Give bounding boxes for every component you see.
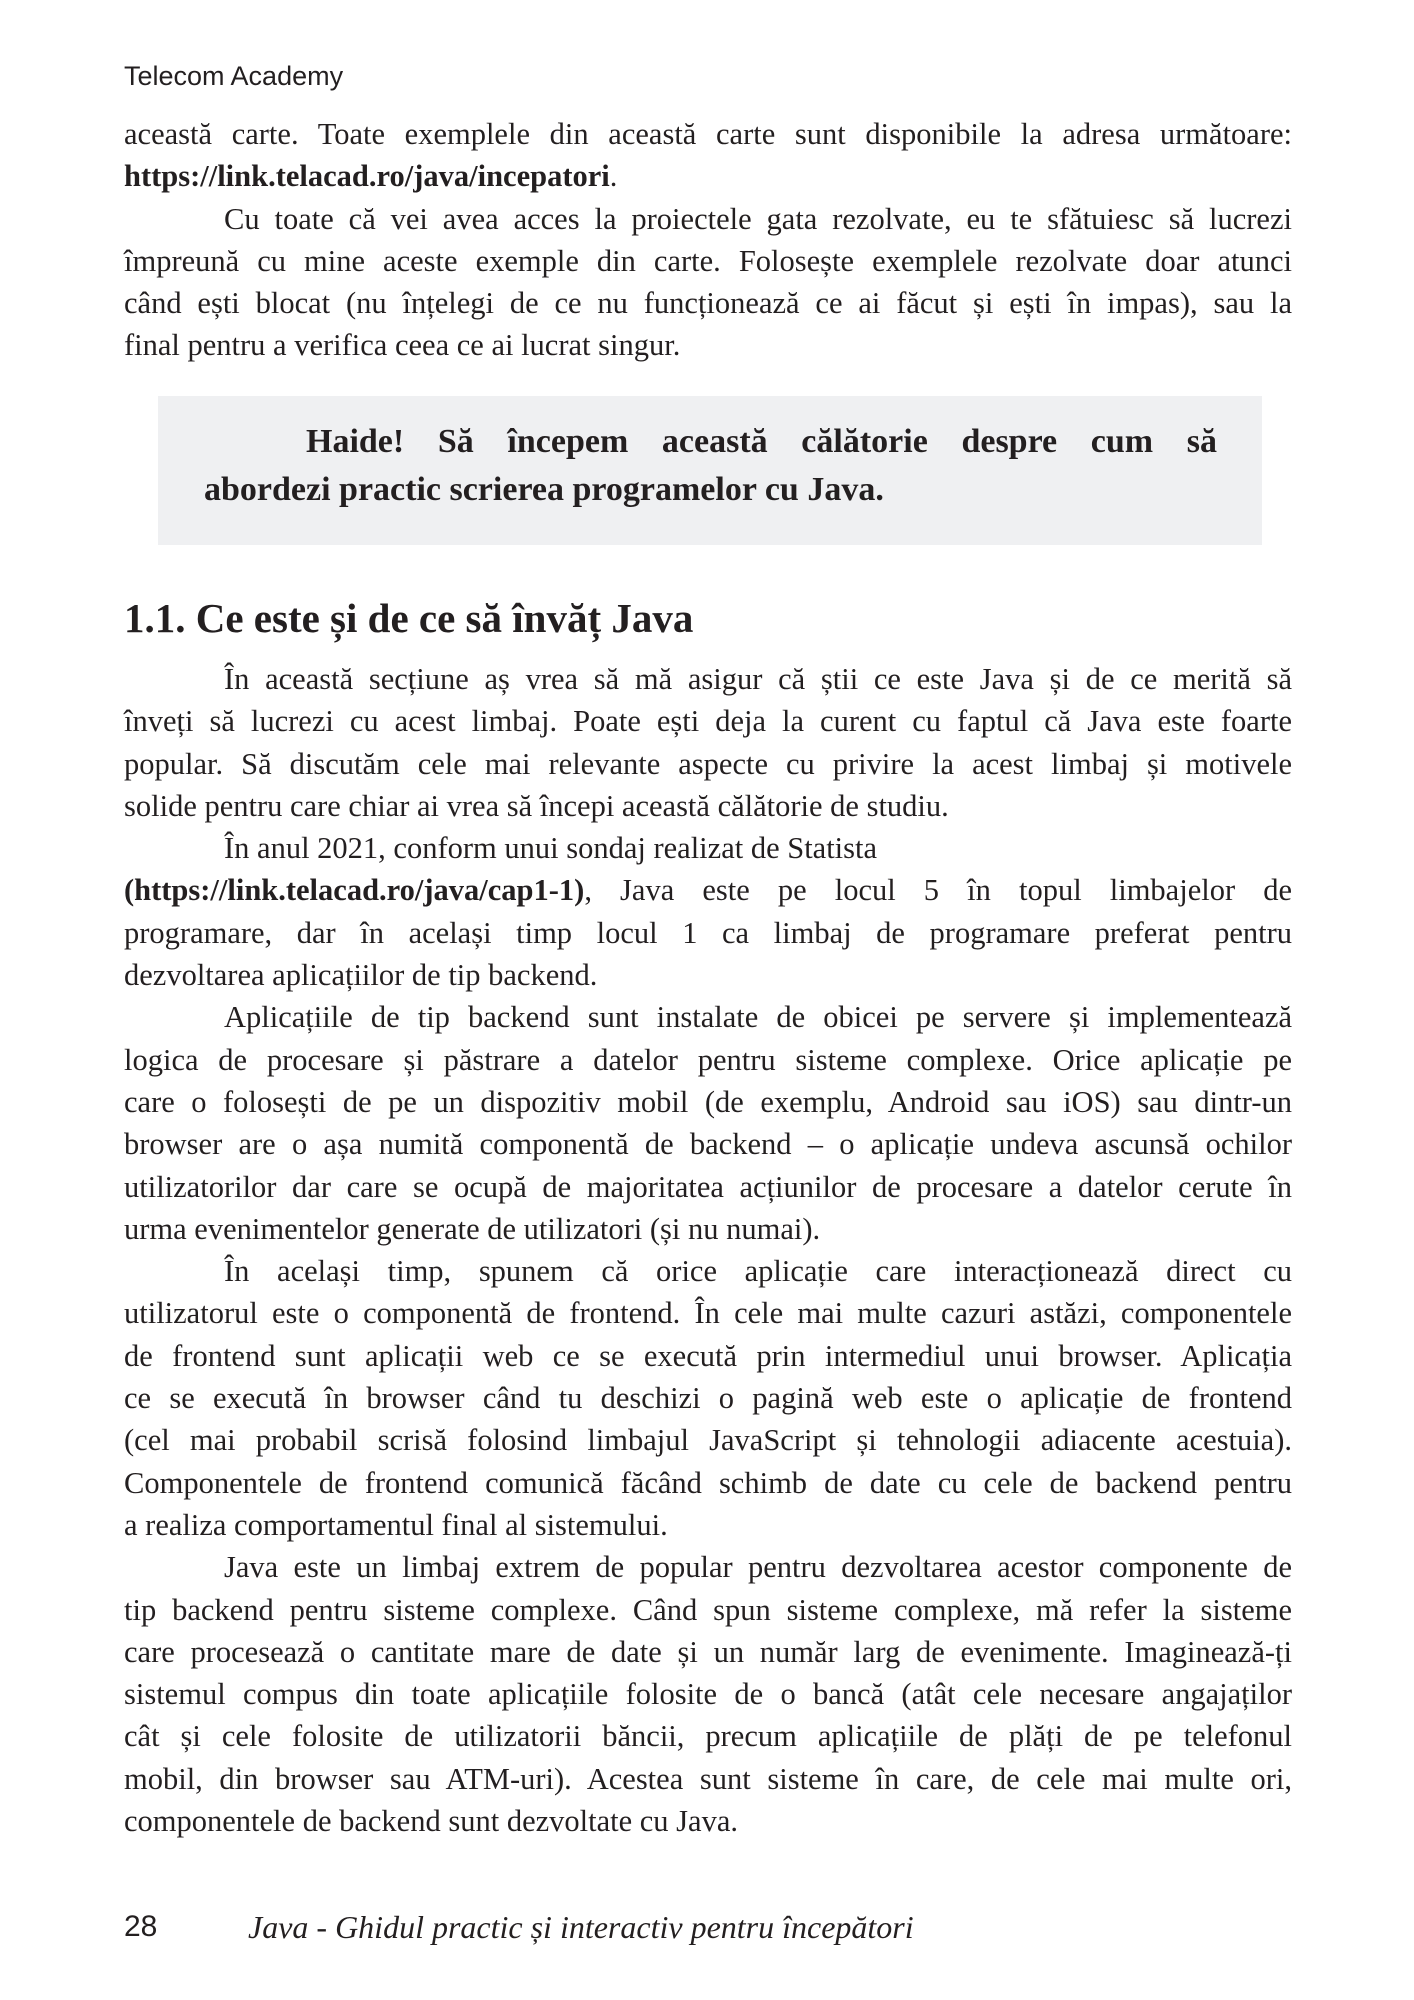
line-text: urma evenimentelor generate de utilizatori (și nu numai).: [124, 1211, 821, 1246]
text-line: [124, 1335, 1292, 1377]
line-text: .: [609, 159, 618, 194]
text-line: [124, 954, 1292, 996]
paragraph: [124, 113, 1292, 198]
text-line: [124, 869, 1292, 911]
line-text: În anul 2021, conform unui sondaj realizat de Statista: [224, 831, 878, 866]
text-line: [124, 1419, 1292, 1461]
text-line: [124, 1123, 1292, 1165]
line-text: cât și cele folosite de utilizatorii băncii, precum aplicațiile de plăți de pe telefonul: [124, 1719, 1292, 1754]
text-line: [124, 1377, 1292, 1419]
paragraph: [124, 827, 1292, 996]
text-line: [124, 1715, 1292, 1757]
text-line: [124, 1800, 1292, 1842]
intro-text: [124, 113, 1292, 367]
link-text: (https://link.telacad.ro/java/cap1-1): [124, 873, 585, 908]
text-line: [124, 1673, 1292, 1715]
text-line: [124, 113, 1292, 155]
text-line: [124, 1039, 1292, 1081]
line-text: În același timp, spunem că orice aplicație care interacționează direct cu: [224, 1254, 1292, 1289]
line-text: Java este un limbaj extrem de popular pentru dezvoltarea acestor componente de: [224, 1550, 1292, 1585]
text-line: [124, 1504, 1292, 1546]
text-line: [124, 1758, 1292, 1800]
text-line: [124, 1462, 1292, 1504]
line-text: , Java este pe locul 5 în topul limbajelor de: [584, 873, 1292, 908]
line-text: utilizatorul este o componentă de frontend. În cele mai multe cazuri astăzi, componentele: [124, 1296, 1292, 1331]
line-text: Cu toate că vei avea acces la proiectele gata rezolvate, eu te sfătuiesc să lucrezi: [224, 201, 1292, 236]
section-heading: 1.1. Ce este și de ce să învăț Java: [124, 595, 694, 641]
line-text: Componentele de frontend comunică făcând schimb de date cu cele de backend pentru: [124, 1465, 1292, 1500]
callout-line: abordezi practic scrierea programelor cu Java.: [204, 471, 884, 508]
text-line: [124, 1631, 1292, 1673]
book-title: Java - Ghidul practic și interactiv pentru începători: [248, 1909, 914, 1945]
line-text: împreună cu mine aceste exemple din carte. Folosește exemplele rezolvate doar atunci: [124, 243, 1292, 278]
line-text: când ești blocat (nu înțelegi de ce nu funcționează ce ai făcut și ești în impas), sau la: [124, 286, 1292, 321]
running-header: Telecom Academy: [124, 61, 344, 91]
line-text: această carte. Toate exemplele din această carte sunt disponibile la adresa următoare:: [124, 117, 1292, 151]
line-text: a realiza comportamentul final al sistemului.: [124, 1507, 668, 1542]
text-line: [124, 324, 1292, 366]
page-number: 28: [124, 1910, 158, 1943]
paragraph: [124, 1250, 1292, 1546]
line-text: ce se execută în browser când tu deschizi o pagină web este o aplicație de frontend: [124, 1381, 1292, 1416]
paragraph: [124, 198, 1292, 367]
text-line: [124, 785, 1292, 827]
line-text: care procesează o cantitate mare de date și un număr larg de evenimente. Imaginează-ți: [124, 1634, 1292, 1669]
line-text: Aplicațiile de tip backend sunt instalate de obicei pe servere și implementează: [224, 1000, 1292, 1035]
line-text: browser are o așa numită componentă de backend – o aplicație undeva ascunsă ochilor: [124, 1127, 1292, 1162]
text-line: [124, 198, 1292, 240]
text-line: [124, 1546, 1292, 1588]
paragraph: [124, 1546, 1292, 1842]
text-line: [124, 155, 1292, 197]
line-text: sistemul compus din toate aplicațiile folosite de o bancă (atât cele necesare angajaților: [124, 1677, 1292, 1712]
line-text: popular. Să discutăm cele mai relevante aspecte cu privire la acest limbaj și motivele: [124, 746, 1292, 781]
text-line: [124, 700, 1292, 742]
line-text: tip backend pentru sisteme complexe. Când spun sisteme complexe, mă refer la sisteme: [124, 1592, 1292, 1627]
text-line: [124, 827, 1292, 869]
line-text: solide pentru care chiar ai vrea să începi această călătorie de studiu.: [124, 788, 949, 823]
section-body: [124, 658, 1292, 1842]
line-text: dezvoltarea aplicațiilor de tip backend.: [124, 958, 598, 993]
text-line: [124, 658, 1292, 700]
text-line: [124, 1250, 1292, 1292]
line-text: componentele de backend sunt dezvoltate cu Java.: [124, 1804, 738, 1839]
line-text: (cel mai probabil scrisă folosind limbajul JavaScript și tehnologii adiacente acestuia).: [124, 1423, 1292, 1458]
callout-line: Haide! Să începem această călătorie despre cum să: [306, 423, 1217, 460]
line-text: înveți să lucrezi cu acest limbaj. Poate ești deja la curent cu faptul că Java este foarte: [124, 704, 1292, 739]
callout-box: [158, 396, 1262, 545]
text-line: [124, 240, 1292, 282]
text-line: [124, 743, 1292, 785]
line-text: care o folosești de pe un dispozitiv mobil (de exemplu, Android sau iOS) sau dintr-un: [124, 1084, 1292, 1119]
text-line: [124, 1081, 1292, 1123]
line-text: de frontend sunt aplicații web ce se execută prin intermediul unui browser. Aplicația: [124, 1338, 1292, 1373]
text-line: [124, 1292, 1292, 1334]
line-text: În această secțiune aș vrea să mă asigur că știi ce este Java și de ce merită să: [224, 662, 1292, 696]
line-text: programare, dar în același timp locul 1 ca limbaj de programare preferat pentru: [124, 915, 1292, 950]
text-line: [124, 1166, 1292, 1208]
line-text: utilizatorilor dar care se ocupă de majoritatea acțiunilor de procesare a datelor cerute în: [124, 1169, 1292, 1204]
line-text: logica de procesare și păstrare a datelor pentru sisteme complexe. Orice aplicație pe: [124, 1042, 1292, 1077]
line-text: final pentru a verifica ceea ce ai lucrat singur.: [124, 328, 681, 363]
text-line: [124, 282, 1292, 324]
link-text: https://link.telacad.ro/java/incepatori: [124, 159, 610, 194]
text-line: [124, 912, 1292, 954]
text-line: [124, 996, 1292, 1038]
line-text: mobil, din browser sau ATM-uri). Acestea sunt sisteme în care, de cele mai multe ori,: [124, 1761, 1292, 1796]
text-line: [124, 1208, 1292, 1250]
paragraph: [124, 658, 1292, 827]
text-line: [124, 1589, 1292, 1631]
paragraph: [124, 996, 1292, 1250]
